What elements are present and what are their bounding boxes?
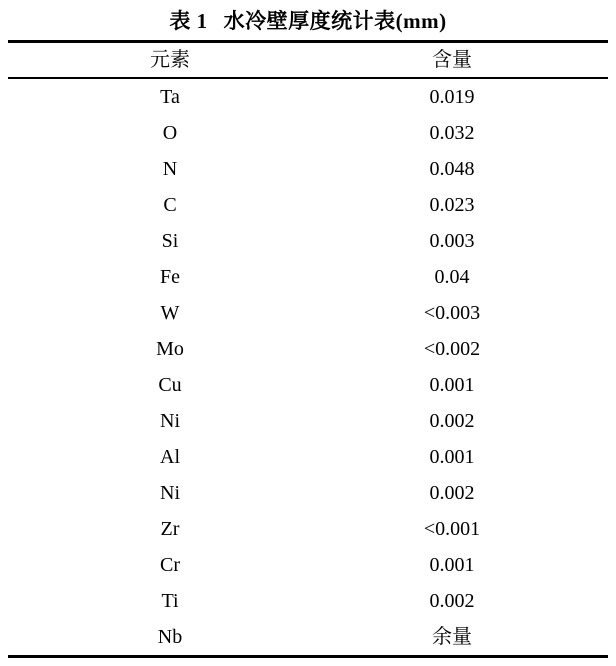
element-cell: Si [161,230,179,252]
table-row [8,259,608,295]
table-row [8,295,608,331]
column-header-element: 元素 [150,49,190,71]
content-cell: 0.04 [434,266,470,288]
element-cell: Ti [161,590,179,612]
column-header-content: 含量 [432,49,472,71]
table-row [8,115,608,151]
table-row [8,511,608,547]
element-cell: Cu [158,374,182,396]
table-row [8,439,608,475]
table-row [8,79,608,115]
content-cell: 0.002 [429,482,475,504]
data-table [8,40,608,658]
content-cell: 0.001 [429,554,475,576]
content-cell: 0.001 [429,374,475,396]
table-caption-number: 表 1 [169,9,208,33]
element-cell: Cr [160,554,180,576]
element-cell: C [163,194,177,216]
element-cell: Fe [160,266,180,288]
table-row [8,331,608,367]
content-cell: <0.002 [423,338,481,360]
element-cell: Mo [156,338,184,360]
content-cell: 0.048 [429,158,475,180]
table-row [8,619,608,655]
content-cell: 0.002 [429,410,475,432]
table-caption [0,0,616,40]
table-row [8,475,608,511]
table-row [8,367,608,403]
content-cell: 0.032 [429,122,475,144]
content-cell: 0.019 [429,86,475,108]
table-row [8,151,608,187]
content-cell: 余量 [432,626,472,648]
table-caption-title: 水冷壁厚度统计表(mm) [223,9,447,33]
element-cell: O [162,122,178,144]
table-row [8,547,608,583]
table-header-row [8,43,608,79]
element-cell: Zr [160,518,180,540]
table-row [8,403,608,439]
element-cell: Al [160,446,180,468]
content-cell: <0.001 [423,518,481,540]
element-cell: Ta [160,86,180,108]
content-cell: 0.002 [429,590,475,612]
table-row [8,223,608,259]
content-cell: 0.023 [429,194,475,216]
content-cell: <0.003 [423,302,481,324]
element-cell: Ni [160,482,180,504]
element-cell: Nb [157,626,183,648]
element-cell: W [160,302,180,324]
content-cell: 0.001 [429,446,475,468]
table-row [8,187,608,223]
element-cell: N [162,158,178,180]
content-cell: 0.003 [429,230,475,252]
element-cell: Ni [160,410,180,432]
table-row [8,583,608,619]
table-body [8,79,608,655]
